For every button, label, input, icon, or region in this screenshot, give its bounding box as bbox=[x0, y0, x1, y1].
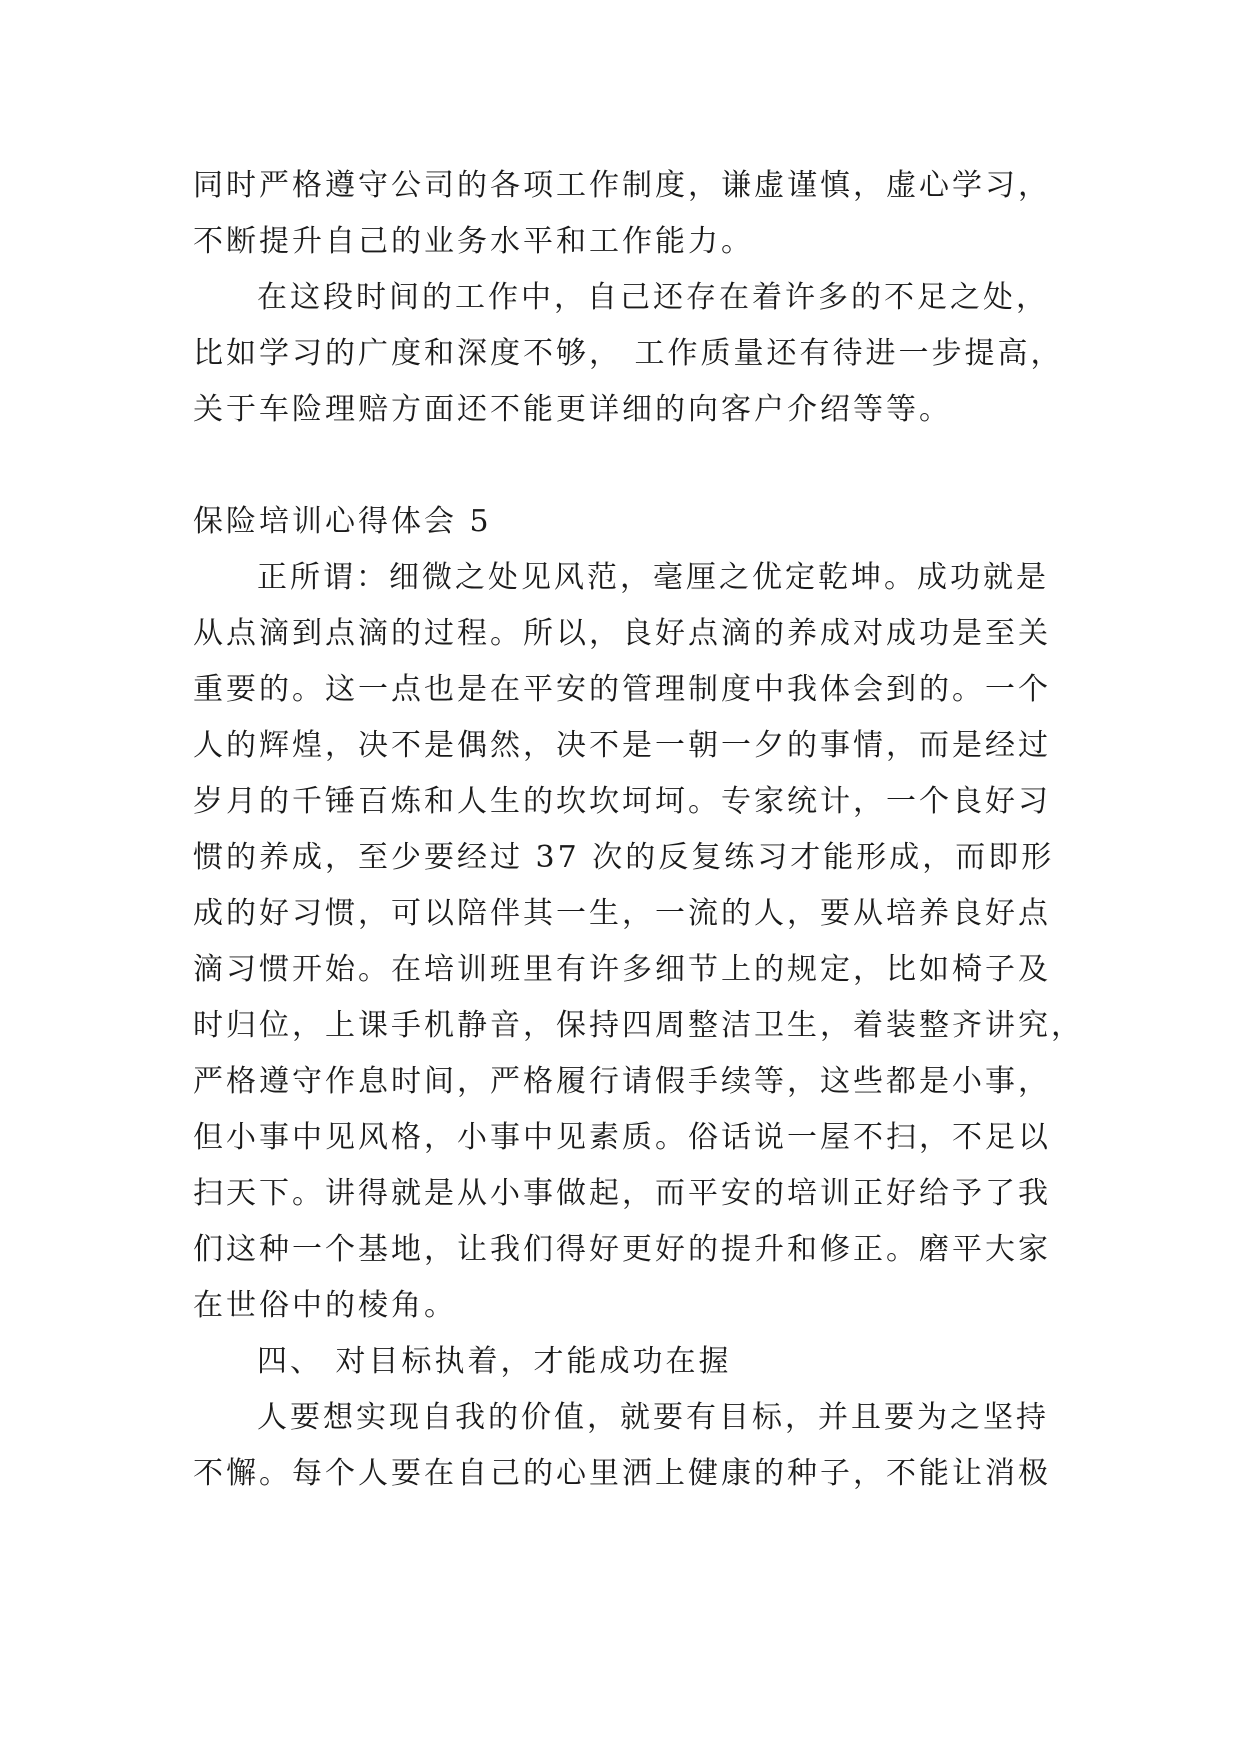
section-title: 保险培训心得体会 5 bbox=[193, 504, 492, 539]
text-line: 不懈。每个人要在自己的心里洒上健康的种子，不能让消极 bbox=[193, 1456, 1051, 1491]
text-line: 在世俗中的棱角。 bbox=[193, 1288, 457, 1323]
text-line: 惯的养成，至少要经过 37 次的反复练习才能形成，而即形 bbox=[193, 840, 1055, 875]
blank-line bbox=[193, 438, 1053, 494]
text-line: 严格遵守作息时间，严格履行请假手续等，这些都是小事， bbox=[193, 1064, 1051, 1099]
text-line: 重要的。这一点也是在平安的管理制度中我体会到的。一个 bbox=[193, 672, 1051, 707]
text-line: 成的好习惯，可以陪伴其一生，一流的人，要从培养良好点 bbox=[193, 896, 1051, 931]
text-line: 关于车险理赔方面还不能更详细的向客户介绍等等。 bbox=[193, 392, 952, 427]
text-line: 从点滴到点滴的过程。所以，良好点滴的养成对成功是至关 bbox=[193, 616, 1051, 651]
text-line: 时归位，上课手机静音，保持四周整洁卫生，着装整齐讲究， bbox=[193, 1008, 1084, 1043]
text-line: 比如学习的广度和深度不够， 工作质量还有待进一步提高， bbox=[193, 336, 1064, 371]
document-body bbox=[193, 158, 1084, 1502]
text-line: 人的辉煌，决不是偶然，决不是一朝一夕的事情，而是经过 bbox=[193, 728, 1051, 763]
paragraph-first-line: 在这段时间的工作中，自己还存在着许多的不足之处， bbox=[257, 280, 1049, 315]
paragraph-first-line: 正所谓：细微之处见风范，毫厘之优定乾坤。成功就是 bbox=[257, 560, 1049, 595]
paragraph-first-line: 人要想实现自我的价值，就要有目标，并且要为之坚持 bbox=[257, 1400, 1049, 1435]
text-line: 们这种一个基地，让我们得好更好的提升和修正。磨平大家 bbox=[193, 1232, 1051, 1267]
text-line: 但小事中见风格，小事中见素质。俗话说一屋不扫，不足以 bbox=[193, 1120, 1051, 1155]
text-line: 滴习惯开始。在培训班里有许多细节上的规定，比如椅子及 bbox=[193, 952, 1051, 987]
text-line: 不断提升自己的业务水平和工作能力。 bbox=[193, 224, 754, 259]
text-line: 同时严格遵守公司的各项工作制度，谦虚谨慎，虚心学习， bbox=[193, 168, 1051, 203]
text-line: 岁月的千锤百炼和人生的坎坎坷坷。专家统计，一个良好习 bbox=[193, 784, 1051, 819]
text-line: 扫天下。讲得就是从小事做起，而平安的培训正好给予了我 bbox=[193, 1176, 1051, 1211]
subsection-heading: 四、 对目标执着，才能成功在握 bbox=[257, 1344, 732, 1379]
